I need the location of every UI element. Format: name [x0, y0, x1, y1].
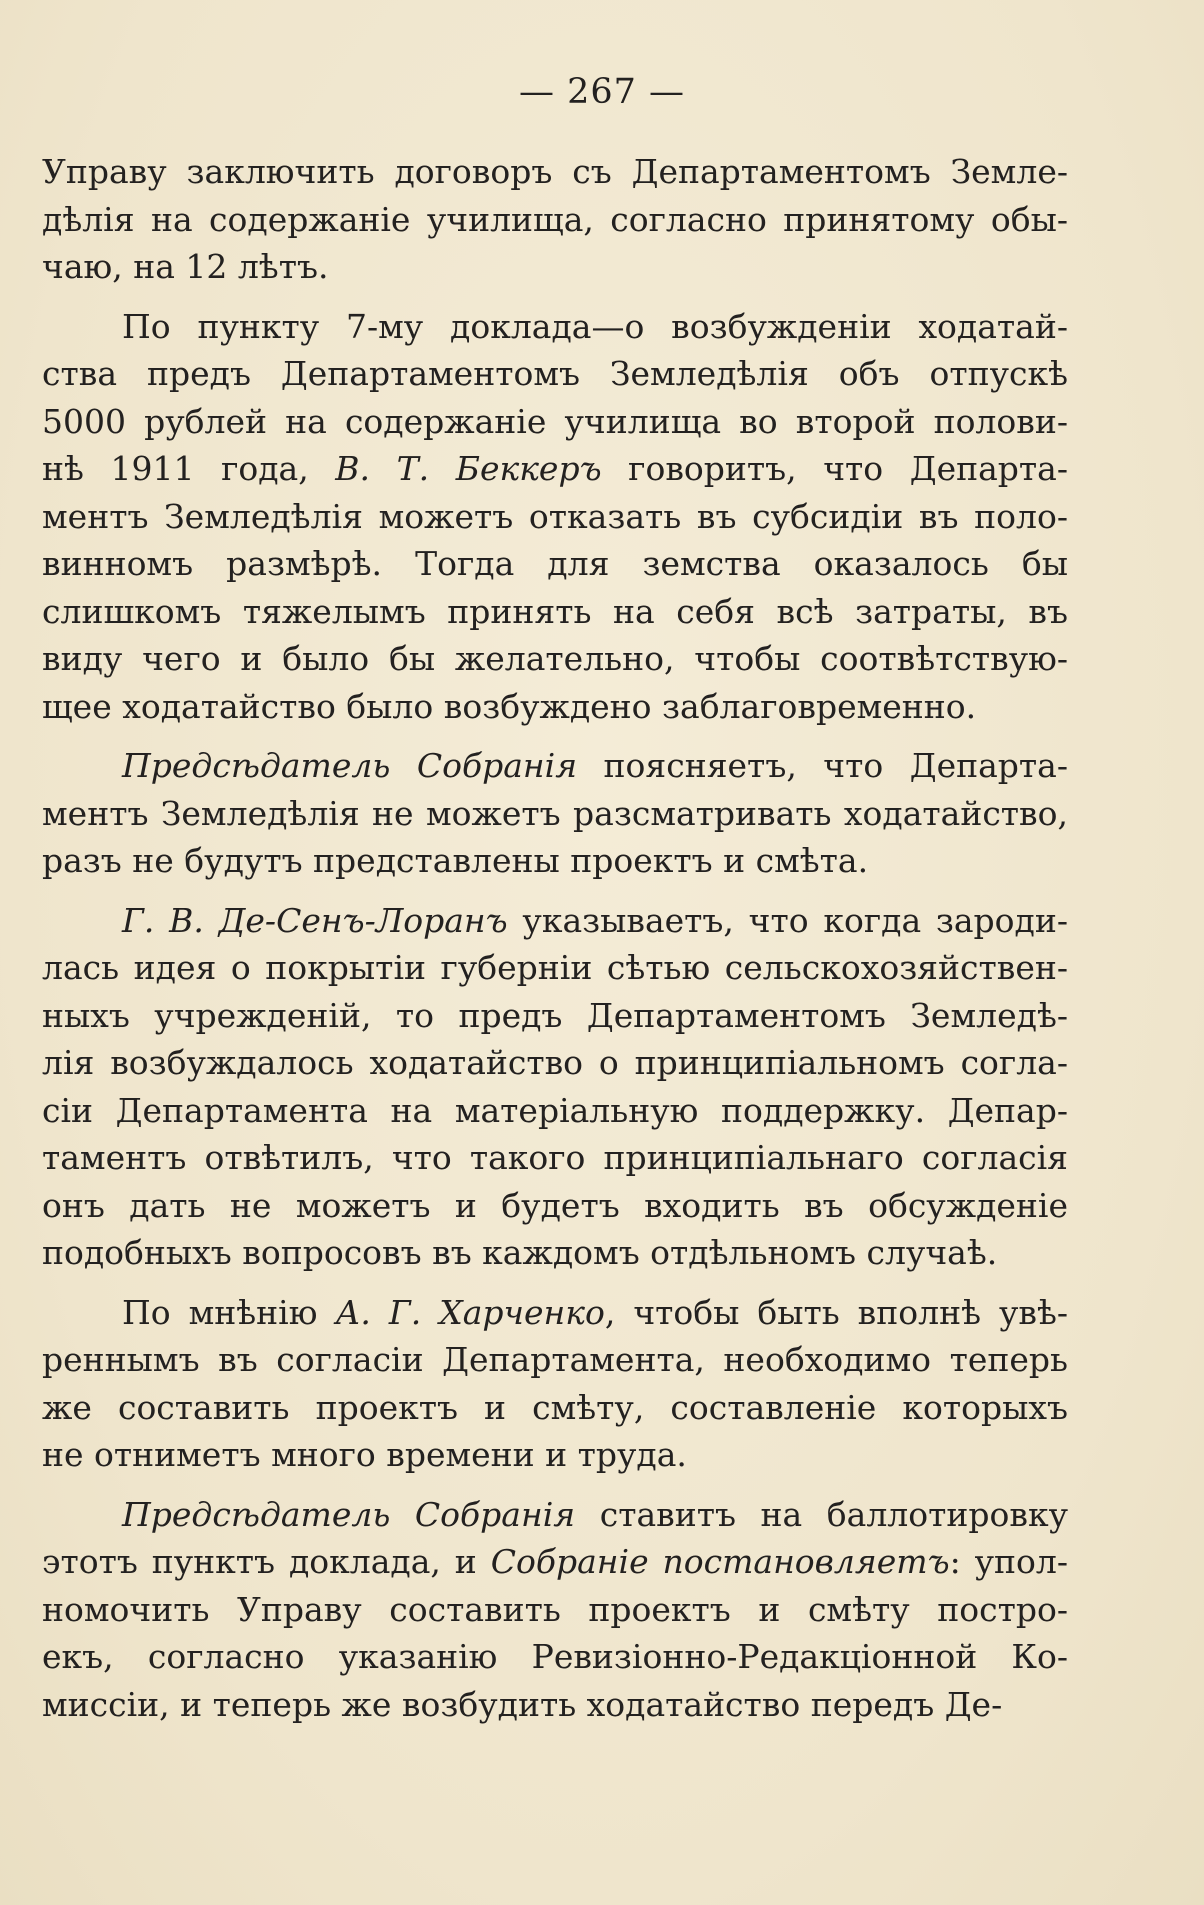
- paragraph: [42, 742, 1068, 885]
- text-run: онъ дать не можетъ и будетъ входить въ обсужденіе: [42, 1185, 1068, 1225]
- text-run: лась идея о покрытіи губерніи сѣтью сельскохозяйствен-: [42, 948, 1068, 987]
- paragraph: [42, 897, 1068, 1277]
- text-run: дѣлія на содержаніе училища, согласно принятому обы-: [42, 199, 1068, 239]
- paragraph: [42, 148, 1068, 291]
- text-run: 5000 рублей на содержаніе училища во второй полови-: [42, 401, 1068, 441]
- paragraph: [42, 303, 1068, 731]
- text-run: разъ не будутъ представлены проектъ и смѣта.: [42, 841, 869, 880]
- body-text: [42, 148, 1068, 1728]
- text-line: [42, 790, 1068, 838]
- text-line: [42, 1431, 1068, 1479]
- paragraph-gap: [42, 1277, 1068, 1289]
- text-run: ства предъ Департаментомъ Земледѣлія объ отпускѣ: [42, 354, 1068, 393]
- text-line: [42, 588, 1068, 636]
- text-run: По мнѣнію: [122, 1292, 336, 1332]
- text-line: [42, 196, 1068, 244]
- text-line: [42, 540, 1068, 588]
- italic-name: В. Т. Беккеръ: [335, 449, 602, 488]
- text-run: поясняетъ, что Департа-: [577, 746, 1068, 785]
- text-run: екъ, согласно указанію Ревизіонно-Редакціонной Ко-: [42, 1637, 1068, 1676]
- text-line: [42, 944, 1068, 992]
- text-run: ныхъ учрежденій, то предъ Департаментомъ Земледѣ-: [42, 995, 1068, 1035]
- paragraph-gap: [42, 291, 1068, 303]
- text-run: щее ходатайство было возбуждено заблаговременно.: [42, 686, 977, 726]
- text-line: [42, 493, 1068, 541]
- text-line: [42, 897, 1068, 945]
- text-line: [42, 1538, 1068, 1586]
- text-run: не отниметъ много времени и труда.: [42, 1435, 687, 1474]
- text-line: [42, 350, 1068, 398]
- text-line: [42, 683, 1068, 731]
- text-run: ставитъ на баллотировку: [575, 1494, 1068, 1534]
- text-line: [42, 398, 1068, 446]
- text-run: указываетъ, что когда зароди-: [507, 900, 1068, 940]
- text-run: слишкомъ тяжелымъ принять на себя всѣ затраты, въ: [42, 591, 1068, 631]
- text-line: [42, 1229, 1068, 1277]
- page-number: — 267 —: [518, 72, 686, 112]
- text-run: ментъ Земледѣлія не можетъ разсматривать ходатайство,: [42, 793, 1068, 833]
- text-line: [42, 837, 1068, 885]
- text-run: По пункту 7-му доклада—о возбужденіи ходатай-: [122, 306, 1068, 346]
- text-line: [42, 742, 1068, 790]
- paragraph: [42, 1491, 1068, 1729]
- text-line: [42, 1336, 1068, 1384]
- italic-name: Предсѣдатель Собранія: [122, 746, 578, 785]
- text-run: номочить Управу составить проектъ и смѣту постро-: [42, 1589, 1068, 1629]
- text-line: [42, 1633, 1068, 1681]
- text-run: : упол-: [949, 1542, 1068, 1581]
- text-run: миссіи, и теперь же возбудить ходатайство передъ Де-: [42, 1684, 1003, 1724]
- text-run: же составить проектъ и смѣту, составленіе которыхъ: [42, 1387, 1068, 1427]
- italic-name: Предсѣдатель Собранія: [122, 1494, 576, 1534]
- text-line: [42, 1681, 1068, 1729]
- text-run: ментъ Земледѣлія можетъ отказать въ субсидіи въ поло-: [42, 496, 1068, 536]
- text-run: подобныхъ вопросовъ въ каждомъ отдѣльномъ случаѣ.: [42, 1233, 998, 1272]
- italic-name: Собраніе постановляетъ: [490, 1542, 950, 1581]
- paragraph-gap: [42, 1479, 1068, 1491]
- paragraph-gap: [42, 885, 1068, 897]
- text-run: лія возбуждалось ходатайство о принципіальномъ согла-: [42, 1043, 1068, 1082]
- text-line: [42, 1289, 1068, 1337]
- text-line: [42, 445, 1068, 493]
- text-line: [42, 1087, 1068, 1135]
- italic-name: Г. В. Де-Сенъ-Лоранъ: [122, 900, 508, 940]
- text-line: [42, 1039, 1068, 1087]
- text-line: [42, 1182, 1068, 1230]
- text-run: чаю, на 12 лѣтъ.: [42, 247, 329, 286]
- text-line: [42, 303, 1068, 351]
- paragraph: [42, 1289, 1068, 1479]
- text-run: , чтобы быть вполнѣ увѣ-: [604, 1292, 1068, 1332]
- paragraph-gap: [42, 730, 1068, 742]
- text-line: [42, 1491, 1068, 1539]
- text-line: [42, 635, 1068, 683]
- text-line: [42, 1134, 1068, 1182]
- text-line: [42, 148, 1068, 196]
- text-line: [42, 1586, 1068, 1634]
- text-run: этотъ пунктъ доклада, и: [42, 1542, 491, 1581]
- text-run: сіи Департамента на матеріальную поддержку. Депар-: [42, 1090, 1068, 1130]
- text-run: говоритъ, что Департа-: [601, 449, 1068, 488]
- text-run: Управу заключить договоръ съ Департаментомъ Земле-: [42, 152, 1068, 191]
- text-line: [42, 243, 1068, 291]
- text-line: [42, 1384, 1068, 1432]
- text-run: виду чего и было бы желательно, чтобы соотвѣтствую-: [42, 639, 1068, 678]
- text-run: винномъ размѣрѣ. Тогда для земства оказалось бы: [42, 544, 1068, 583]
- italic-name: А. Г. Харченко: [335, 1292, 605, 1332]
- text-line: [42, 992, 1068, 1040]
- text-run: реннымъ въ согласіи Департамента, необходимо теперь: [42, 1340, 1068, 1379]
- text-run: таментъ отвѣтилъ, что такого принципіальнаго согласія: [42, 1138, 1068, 1177]
- text-run: нѣ 1911 года,: [42, 449, 336, 488]
